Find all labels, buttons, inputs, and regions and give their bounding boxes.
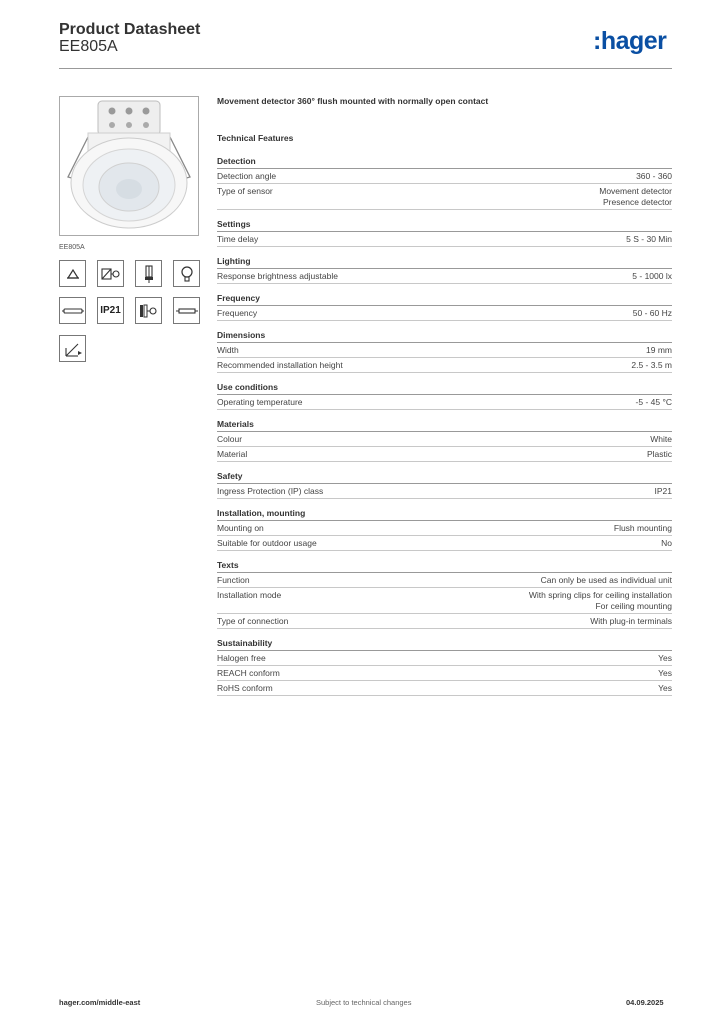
spec-value-line: Flush mounting <box>613 523 672 533</box>
spec-row <box>217 521 672 536</box>
product-image-caption: EE805A <box>59 244 85 251</box>
spec-row <box>217 395 672 410</box>
spec-row <box>217 484 672 499</box>
spec-value-line: Can only be used as individual unit <box>540 575 672 585</box>
spec-value-line: Movement detector <box>599 186 672 196</box>
spec-label: Installation mode <box>217 590 282 600</box>
spec-value <box>529 590 672 612</box>
spec-label: Frequency <box>217 308 258 318</box>
spec-value <box>631 360 672 371</box>
fluorescent-tube-icon <box>173 297 200 324</box>
spec-row <box>217 614 672 629</box>
spec-row <box>217 588 672 614</box>
spec-value-line: Yes <box>658 653 672 663</box>
spec-value-line: -5 - 45 °C <box>635 397 672 407</box>
spec-label: Detection angle <box>217 171 277 181</box>
spec-row <box>217 573 672 588</box>
spec-value <box>590 616 672 627</box>
ip21-icon <box>97 297 124 324</box>
spec-label: Type of connection <box>217 616 289 626</box>
spec-value <box>655 486 673 497</box>
spec-value-line: Yes <box>658 668 672 678</box>
spec-value <box>658 668 672 679</box>
spec-value <box>632 271 672 282</box>
led-strip-icon <box>59 297 86 324</box>
spec-label: Time delay <box>217 234 259 244</box>
product-image <box>59 96 199 236</box>
spec-value-line: 5 S - 30 Min <box>626 234 672 244</box>
spec-value <box>661 538 672 549</box>
spec-section <box>217 637 672 696</box>
spec-value-line: Yes <box>658 683 672 693</box>
spec-section <box>217 218 672 247</box>
page-title: Product Datasheet <box>59 21 201 38</box>
spec-value-line: With spring clips for ceiling installation <box>528 590 672 600</box>
spec-value-line: 19 mm <box>646 345 672 355</box>
spec-value-line: For ceiling mounting <box>595 601 672 611</box>
spec-label: Width <box>217 345 239 355</box>
spec-value-line: 360 - 360 <box>636 171 672 181</box>
section-title: Installation, mounting <box>217 507 672 521</box>
spec-label: Type of sensor <box>217 186 273 196</box>
spec-label: Halogen free <box>217 653 266 663</box>
product-headline: Movement detector 360° flush mounted with normally open contact <box>217 96 489 106</box>
spec-section <box>217 381 672 410</box>
technical-features <box>217 96 672 704</box>
spec-value-line: No <box>661 538 672 548</box>
spec-label: Response brightness adjustable <box>217 271 338 281</box>
spec-value <box>626 234 672 245</box>
section-title: Settings <box>217 218 672 232</box>
spec-value <box>541 575 672 586</box>
spec-value <box>633 308 672 319</box>
footer-website: hager.com/middle-east <box>59 998 141 1007</box>
spec-section <box>217 329 672 373</box>
spec-row <box>217 358 672 373</box>
section-title: Detection <box>217 155 672 169</box>
spec-row <box>217 651 672 666</box>
spec-row <box>217 666 672 681</box>
spec-section <box>217 255 672 284</box>
spec-value <box>646 345 672 356</box>
spec-label: REACH conform <box>217 668 280 678</box>
spec-row <box>217 269 672 284</box>
spec-value <box>614 523 672 534</box>
spec-row <box>217 232 672 247</box>
spec-row <box>217 169 672 184</box>
section-title: Lighting <box>217 255 672 269</box>
spec-value <box>636 397 672 408</box>
spec-row <box>217 681 672 696</box>
dimmable-icon <box>97 260 124 287</box>
spec-section <box>217 470 672 499</box>
section-title: Sustainability <box>217 637 672 651</box>
spec-value <box>599 186 672 208</box>
spec-label: Colour <box>217 434 243 444</box>
product-code: EE805A <box>59 38 118 55</box>
spec-row <box>217 343 672 358</box>
spec-row <box>217 184 672 210</box>
spec-value <box>636 171 672 182</box>
spec-label: Ingress Protection (IP) class <box>217 486 324 496</box>
hager-logo: :hager <box>593 27 667 55</box>
spec-label: Suitable for outdoor usage <box>217 538 317 548</box>
spec-value-line: Presence detector <box>603 197 672 207</box>
spec-row <box>217 447 672 462</box>
spec-row <box>217 306 672 321</box>
incandescent-bulb-icon <box>173 260 200 287</box>
spec-value-line: 5 - 1000 lx <box>632 271 672 281</box>
spec-label: Material <box>217 449 248 459</box>
ip21-label: IP21 <box>100 305 121 316</box>
spec-value <box>658 653 672 664</box>
section-title: Dimensions <box>217 329 672 343</box>
module-signal-icon <box>135 297 162 324</box>
spec-section <box>217 507 672 551</box>
spec-label: Function <box>217 575 250 585</box>
spec-value-line: 2.5 - 3.5 m <box>631 360 672 370</box>
spec-value-line: 50 - 60 Hz <box>632 308 672 318</box>
spec-label: Mounting on <box>217 523 264 533</box>
ceiling-mount-icon <box>59 260 86 287</box>
detector-cone-icon <box>59 335 86 362</box>
footer-date: 04.09.2025 <box>626 998 664 1007</box>
spec-section <box>217 559 672 629</box>
spec-label: Recommended installation height <box>217 360 343 370</box>
section-title: Materials <box>217 418 672 432</box>
section-title: Use conditions <box>217 381 672 395</box>
section-title: Safety <box>217 470 672 484</box>
footer-notice: Subject to technical changes <box>316 998 412 1007</box>
section-title: Texts <box>217 559 672 573</box>
spec-sections <box>217 155 672 696</box>
spec-value-line: Plastic <box>646 449 672 459</box>
spec-row <box>217 432 672 447</box>
header-divider <box>59 68 672 69</box>
spec-value <box>658 683 672 694</box>
spec-section <box>217 292 672 321</box>
spec-label: RoHS conform <box>217 683 273 693</box>
fluorescent-lamp-icon <box>135 260 162 287</box>
spec-section <box>217 155 672 210</box>
spec-value <box>650 434 672 445</box>
section-title: Frequency <box>217 292 672 306</box>
spec-value-line: With plug-in terminals <box>590 616 672 626</box>
spec-label: Operating temperature <box>217 397 303 407</box>
spec-value <box>647 449 672 460</box>
features-title: Technical Features <box>217 133 294 143</box>
spec-row <box>217 536 672 551</box>
spec-value-line: IP21 <box>654 486 672 496</box>
spec-value-line: White <box>650 434 672 444</box>
spec-section <box>217 418 672 462</box>
